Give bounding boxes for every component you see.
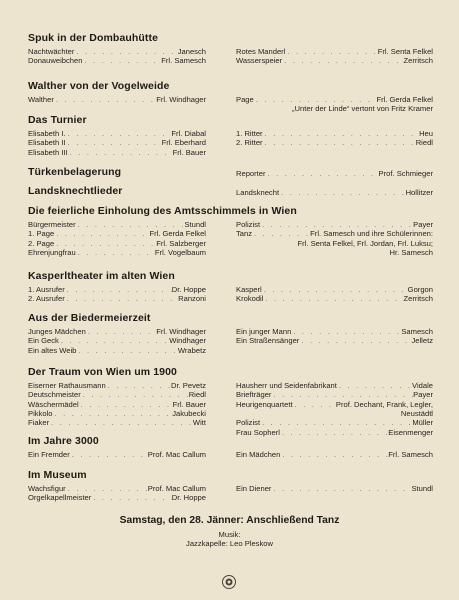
actor-name: Prof. Mac Callum	[147, 450, 206, 459]
leader-dots	[254, 95, 377, 104]
leader-dots	[263, 129, 419, 138]
actor-name: Zerritsch	[403, 294, 433, 304]
section-title: Spuk in der Dombauhütte	[28, 32, 159, 44]
actor-name: Prof. Mac Callum	[147, 484, 206, 493]
cast-row	[236, 450, 433, 459]
actor-name: Frl. Gerda Felkel	[149, 229, 206, 239]
section-title: Das Turnier	[28, 114, 87, 126]
leader-dots	[70, 450, 148, 459]
leader-dots	[282, 56, 403, 65]
leader-dots	[280, 450, 388, 459]
role-name: Fiaker	[28, 418, 50, 428]
actor-name: Frl. Eberhard	[161, 138, 206, 148]
cast-row	[28, 138, 206, 147]
role-name: Wachsfigur	[28, 484, 66, 493]
cast-row	[236, 138, 433, 147]
leader-dots	[86, 327, 156, 336]
program-section	[28, 166, 433, 181]
cast-row	[28, 229, 206, 238]
cast-row	[236, 188, 433, 197]
actor-name: Riedl	[415, 138, 433, 148]
leader-dots	[252, 229, 310, 238]
role-name: Page	[236, 95, 254, 104]
actor-name: Frl. Windhager	[156, 95, 206, 104]
actor-name: Jakubecki	[172, 408, 206, 418]
cast-row	[28, 129, 206, 138]
leader-dots	[66, 484, 148, 493]
leader-dots	[65, 294, 178, 303]
leader-dots	[285, 47, 377, 56]
footer-music-label: Musik:	[218, 530, 241, 539]
role-name: Elisabeth I.	[28, 129, 66, 138]
cast-row	[236, 390, 433, 399]
cast-note: Frl. Senta Felkel, Frl. Jordan, Frl. Luksu;	[297, 238, 433, 248]
actor-name: Frl. Salzberger	[156, 238, 206, 248]
leader-dots	[54, 239, 156, 248]
role-name: 2. Page	[28, 238, 55, 248]
cast-row	[28, 390, 206, 399]
program-section	[28, 205, 433, 257]
cast-row	[28, 418, 206, 427]
leader-dots	[291, 327, 401, 336]
cast-row	[236, 47, 433, 56]
role-name: Ehrenjungfrau	[28, 247, 76, 257]
leader-dots	[54, 95, 156, 104]
leader-dots	[76, 220, 185, 229]
role-name: Rotes Manderl	[236, 47, 286, 56]
actor-name: Frl. Vogelbaum	[154, 247, 206, 257]
cast-row	[236, 56, 433, 65]
leader-dots	[293, 400, 336, 409]
leader-dots	[262, 285, 408, 294]
cast-row	[236, 169, 433, 178]
section-title: Walther von der Vogelweide	[28, 80, 170, 92]
role-name: 2. Ritter	[236, 138, 263, 148]
leader-dots	[68, 148, 173, 157]
leader-dots	[76, 248, 155, 257]
role-name: Landsknecht	[236, 188, 280, 197]
role-name: Kasperl	[236, 285, 262, 294]
actor-name: Frl. Diabal	[171, 129, 206, 138]
actor-name: Jelletz	[411, 336, 433, 346]
cast-row	[236, 285, 433, 294]
actor-name: Frl. Senta Felkel	[377, 47, 433, 56]
cast-row	[28, 336, 206, 345]
role-name: Elisabeth II	[28, 138, 66, 148]
cast-row	[28, 493, 206, 502]
role-name: Walther	[28, 95, 54, 104]
cast-row	[28, 220, 206, 229]
actor-name: Prof. Dechant, Frank, Legler,	[335, 399, 433, 409]
cast-row	[28, 95, 206, 104]
cast-row	[236, 95, 433, 104]
program-section	[28, 312, 433, 355]
role-name: Tanz	[236, 229, 253, 239]
cast-note: Hr. Samesch	[389, 247, 433, 257]
program-section	[28, 435, 433, 459]
role-name: Ein Fremder	[28, 450, 70, 459]
actor-name: Hollitzer	[405, 188, 433, 197]
leader-dots	[260, 220, 413, 229]
leader-dots	[66, 129, 172, 138]
actor-name: Frl. Gerda Felkel	[376, 95, 433, 104]
actor-name: Payer	[413, 390, 433, 400]
cast-row	[236, 220, 433, 229]
actor-name: Stundl	[411, 484, 433, 493]
cast-row	[28, 327, 206, 336]
role-name: Ein Straßensänger	[236, 336, 300, 346]
cast-row	[236, 418, 433, 427]
actor-name: Dr. Hoppe	[171, 285, 206, 294]
role-name: 2. Ausrufer	[28, 294, 65, 304]
program-section	[28, 270, 433, 304]
role-name: Krokodil	[236, 294, 264, 304]
leader-dots	[81, 390, 189, 399]
actor-name: Prof. Schmieger	[378, 169, 433, 178]
leader-dots	[299, 336, 411, 345]
leader-dots	[54, 229, 149, 238]
leader-dots	[65, 285, 172, 294]
cast-row	[28, 294, 206, 303]
cast-row	[28, 47, 206, 56]
cast-row	[236, 129, 433, 138]
program-section	[28, 114, 433, 157]
leader-dots	[66, 138, 162, 147]
role-name: Ein Mädchen	[236, 450, 281, 459]
actor-name: Zerritsch	[403, 56, 433, 66]
cast-row	[236, 381, 433, 390]
program-section	[28, 185, 433, 200]
leader-dots	[260, 418, 412, 427]
program-section	[28, 366, 433, 437]
actor-name: Wrabetz	[177, 345, 206, 355]
section-title: Im Jahre 3000	[28, 435, 99, 447]
leader-dots	[106, 381, 171, 390]
cast-row	[28, 400, 206, 409]
role-name: 1. Page	[28, 229, 55, 239]
leader-dots	[266, 169, 379, 178]
section-title: Kasperltheater im alten Wien	[28, 270, 175, 282]
leader-dots	[82, 56, 161, 65]
cast-note: Neustädtl	[400, 408, 433, 418]
actor-name: Dr. Pevetz	[170, 381, 206, 390]
actor-name: Vidale	[412, 381, 433, 390]
leader-dots	[59, 336, 169, 345]
actor-name: Dr. Hoppe	[171, 493, 206, 503]
actor-name: Witt	[192, 418, 206, 428]
cast-row	[236, 229, 433, 238]
role-name: Junges Mädchen	[28, 327, 86, 336]
actor-name: Frl. Windhager	[156, 327, 206, 336]
cast-row	[28, 248, 206, 257]
cast-note: „Unter der Linde“ vertont von Fritz Kramer	[292, 104, 433, 114]
cast-row	[28, 484, 206, 493]
role-name: Ein junger Mann	[236, 327, 292, 336]
role-name: Nachtwächter	[28, 47, 75, 56]
leader-dots	[271, 484, 411, 493]
actor-name: Riedl	[188, 390, 206, 400]
role-name: Deutschmeister	[28, 390, 81, 400]
program-section	[28, 80, 433, 114]
role-name: Polizist	[236, 418, 261, 428]
cast-row	[28, 239, 206, 248]
role-name: Donauweibchen	[28, 56, 83, 66]
leader-dots	[337, 381, 412, 390]
section-title: Im Museum	[28, 469, 87, 481]
actor-name: Gorgon	[407, 285, 433, 294]
actor-name: Samesch	[401, 327, 433, 336]
cast-row	[236, 484, 433, 493]
section-title: Türkenbelagerung	[28, 166, 122, 178]
cast-row	[28, 409, 206, 418]
actor-name: Eisenmenger	[388, 427, 433, 437]
role-name: Polizist	[236, 220, 261, 229]
actor-name: Ranzoni	[178, 294, 206, 304]
leader-dots	[79, 400, 173, 409]
role-name: Bürgermeister	[28, 220, 76, 229]
footer-band: Jazzkapelle: Leo Pleskow	[186, 539, 273, 548]
leader-dots	[263, 294, 403, 303]
cast-row	[28, 148, 206, 157]
role-name: Ein altes Weib	[28, 345, 77, 355]
role-name: Orgelkapellmeister	[28, 493, 92, 503]
cast-row	[236, 336, 433, 345]
actor-name: Frl. Samesch	[388, 450, 433, 459]
cast-row	[28, 56, 206, 65]
role-name: Wäschermädel	[28, 399, 79, 409]
cast-row	[236, 400, 433, 409]
cast-row	[28, 346, 206, 355]
leader-dots	[91, 493, 171, 502]
role-name: Frau Sopherl	[236, 427, 280, 437]
actor-name: Frl. Samesch	[161, 56, 206, 66]
emblem-icon	[221, 574, 237, 590]
cast-row	[236, 327, 433, 336]
role-name: Reporter	[236, 169, 266, 178]
role-name: Briefträger	[236, 390, 272, 400]
program-section	[28, 469, 433, 503]
actor-name: Frl. Bauer	[172, 399, 206, 409]
actor-name: Stundl	[184, 220, 206, 229]
program-section	[28, 32, 433, 66]
section-title: Landsknechtlieder	[28, 185, 123, 197]
role-name: Eiserner Rathausmann	[28, 381, 106, 390]
actor-name: Müller	[412, 418, 433, 428]
actor-name: Frl. Samesch und ihre Schülerinnen:	[310, 229, 433, 239]
cast-row	[236, 294, 433, 303]
role-name: Wasserspeier	[236, 56, 283, 66]
leader-dots	[49, 418, 193, 427]
actor-name: Windhager	[169, 336, 206, 346]
role-name: Hausherr und Seidenfabrikant	[236, 381, 337, 390]
cast-row	[28, 381, 206, 390]
leader-dots	[76, 346, 177, 355]
actor-name: Frl. Bauer	[172, 147, 206, 157]
actor-name: Heu	[419, 129, 433, 138]
leader-dots	[74, 47, 177, 56]
leader-dots	[263, 138, 416, 147]
role-name: 1. Ritter	[236, 129, 263, 138]
role-name: Elisabeth III	[28, 147, 68, 157]
cast-row	[28, 285, 206, 294]
section-title: Die feierliche Einholung des Amtsschimmels in Wien	[28, 205, 297, 217]
section-title: Der Traum von Wien um 1900	[28, 366, 177, 378]
role-name: Pikkolo	[28, 408, 53, 418]
actor-name: Payer	[413, 220, 433, 229]
actor-name: Janesch	[177, 47, 206, 56]
leader-dots	[271, 390, 413, 399]
leader-dots	[52, 409, 172, 418]
role-name: Ein Geck	[28, 336, 59, 346]
leader-dots	[279, 188, 405, 197]
role-name: 1. Ausrufer	[28, 285, 65, 294]
role-name: Heurigenquartett	[236, 399, 293, 409]
footer-title: Samstag, den 28. Jänner: Anschließend Tanz	[119, 515, 340, 526]
role-name: Ein Diener	[236, 484, 272, 493]
section-title: Aus der Biedermeierzeit	[28, 312, 151, 324]
cast-row	[28, 450, 206, 459]
